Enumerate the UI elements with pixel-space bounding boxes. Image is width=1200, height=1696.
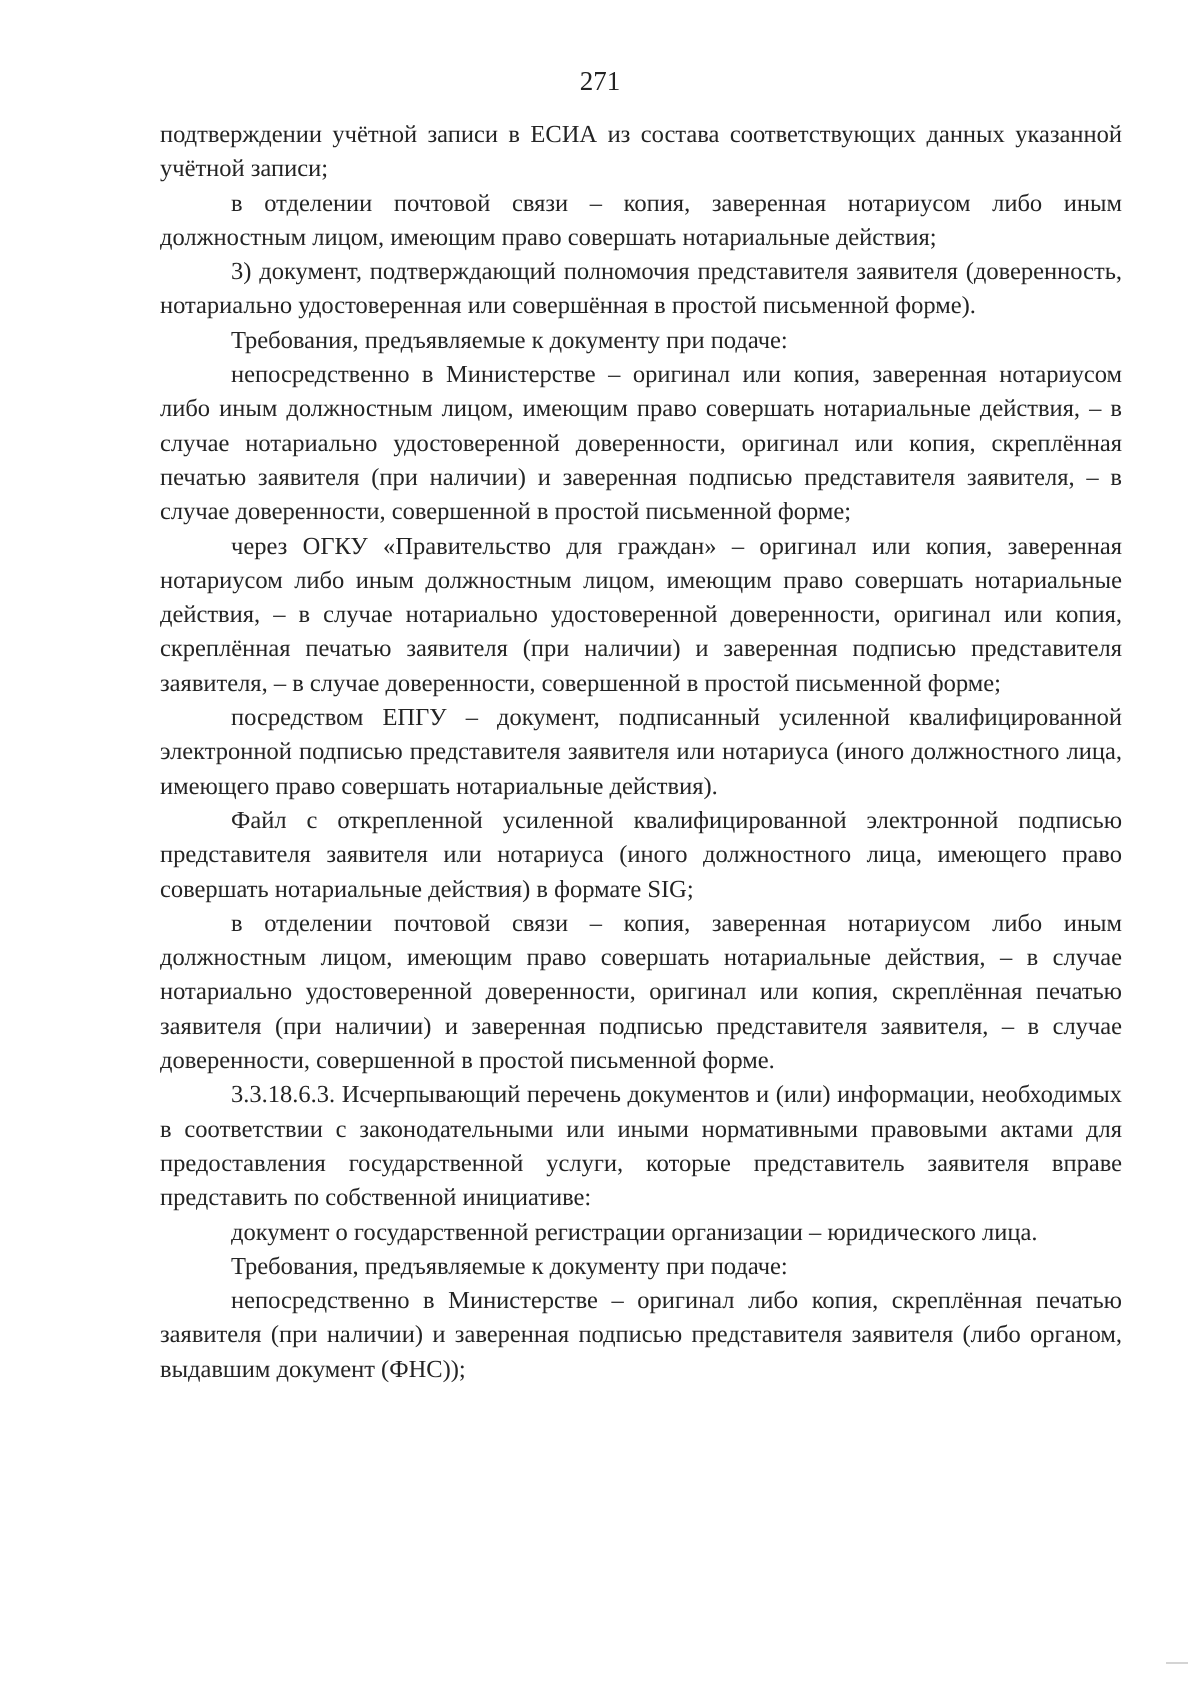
scan-edge-mark	[1166, 1662, 1188, 1664]
paragraph-ogku-submission: через ОГКУ «Правительство для граждан» – оригинал или копия, заверенная нотариусом либо иным должностным лицом, имеющим право совершать нотариальные действия, – в случае нотариально удостоверенной доверенности, оригинал или копия, скреплённая печатью заявителя (при наличии) и заверенная подписью представителя заявителя, – в случае доверенности, совершенной в простой письменной форме;	[160, 532, 1122, 697]
paragraph-ministry-submission-2: непосредственно в Министерстве – оригинал либо копия, скреплённая печатью заявителя (при наличии) и заверенная подписью представителя заявителя (либо органом, выдавшим документ (ФНС));	[160, 1287, 1122, 1383]
paragraph-postal-submission: в отделении почтовой связи – копия, заверенная нотариусом либо иным должностным лицом, имеющим право совершать нотариальные действия, – в случае нотариально удостоверенной доверенности, оригинал или копия, скреплённая печатью заявителя (при наличии) и заверенная подписью представителя заявителя, – в случае доверенности, совершенной в простой письменной форме.	[160, 909, 1122, 1075]
paragraph-registration-document: документ о государственной регистрации организации – юридического лица.	[231, 1218, 1038, 1246]
paragraph-sig-file: Файл с открепленной усиленной квалифицированной электронной подписью представителя заявителя или нотариуса (иного должностного лица, имеющего право совершать нотариальные действия) в формате SIG;	[160, 806, 1122, 903]
paragraph-section-3-3-18-6-3: 3.3.18.6.3. Исчерпывающий перечень документов и (или) информации, необходимых в соответствии с законодательными или иными нормативными правовыми актами для предоставления государственной услуги, которые представитель заявителя вправе представить по собственной инициативе:	[160, 1081, 1122, 1212]
paragraph-requirements-heading-2: Требования, предъявляемые к документу при подаче:	[231, 1252, 788, 1280]
paragraph-postal-copy: в отделении почтовой связи – копия, заверенная нотариусом либо иным должностным лицом, имеющим право совершать нотариальные действия;	[160, 189, 1122, 251]
paragraph-esia-continuation: подтверждении учётной записи в ЕСИА из состава соответствующих данных указанной учётной записи;	[160, 121, 1122, 183]
paragraph-epgu-submission: посредством ЕПГУ – документ, подписанный усиленной квалифицированной электронной подписью представителя заявителя или нотариуса (иного должностного лица, имеющего право совершать нотариальные действия).	[160, 704, 1122, 800]
document-body	[160, 118, 1122, 1387]
page-number: 271	[579, 66, 621, 96]
paragraph-requirements-heading: Требования, предъявляемые к документу при подаче:	[231, 326, 788, 354]
paragraph-representative-authority-doc: 3) документ, подтверждающий полномочия представителя заявителя (доверенность, нотариально удостоверенная или совершённая в простой письменной форме).	[160, 258, 1122, 320]
paragraph-ministry-submission: непосредственно в Министерстве – оригинал или копия, заверенная нотариусом либо иным должностным лицом, имеющим право совершать нотариальные действия, – в случае нотариально удостоверенной доверенности, оригинал или копия, скреплённая печатью заявителя (при наличии) и заверенная подписью представителя заявителя, – в случае доверенности, совершенной в простой письменной форме;	[160, 361, 1122, 526]
